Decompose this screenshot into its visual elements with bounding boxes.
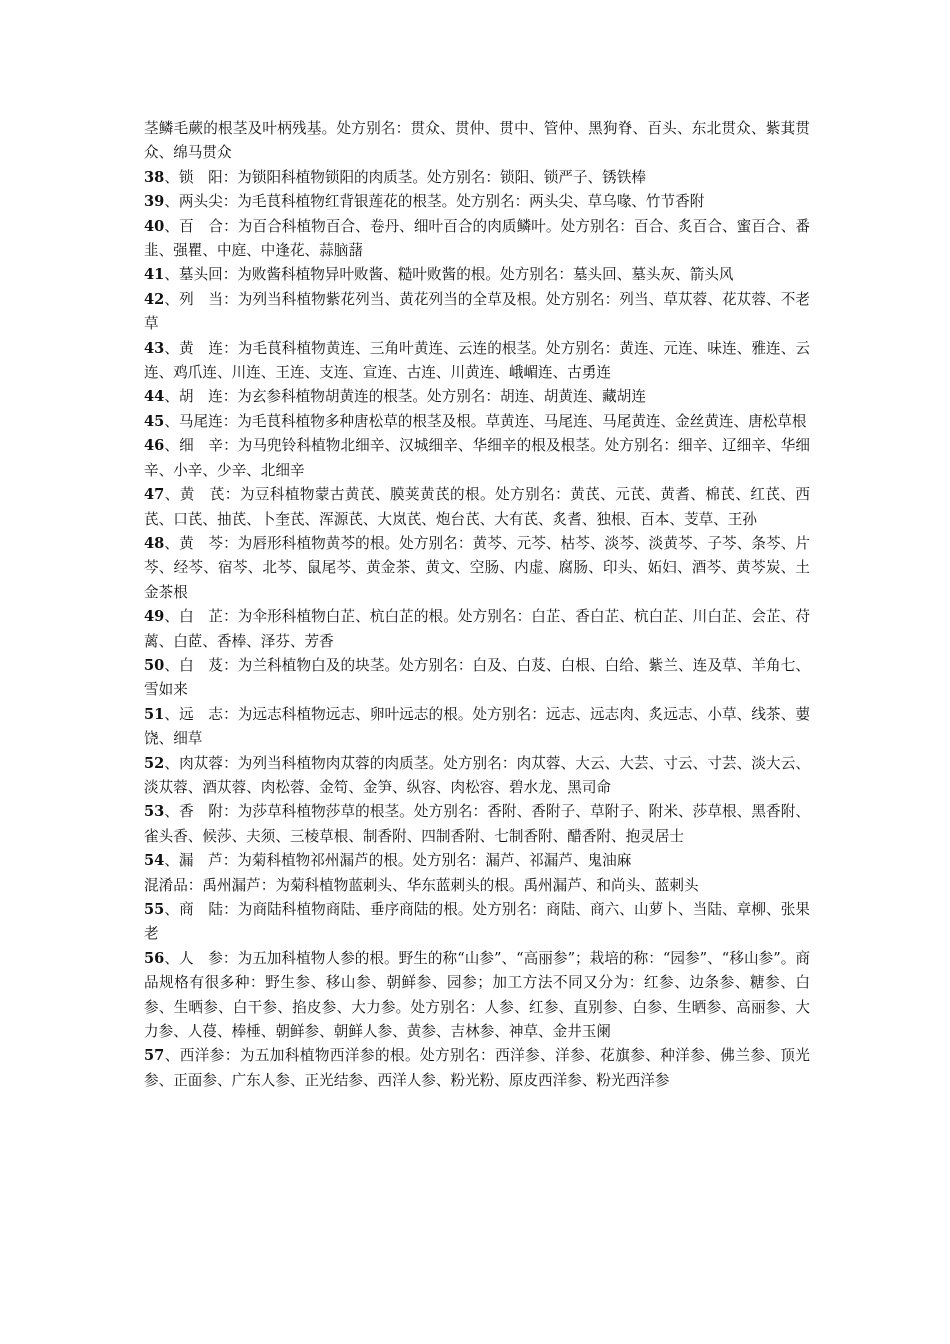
list-item bbox=[144, 263, 810, 287]
entry-name: 、胡 连： bbox=[164, 388, 238, 406]
list-item bbox=[144, 434, 810, 483]
entry-text: 为五加科植物人参的根。野生的称“山参”、“高丽参”；栽培的称：“园参”、“移山参”。商品规格有很多种：野生参、移山参、朝鲜参、园参；加工方法不同又分为：红参、边条参、糖参、白参、生晒参、白干参、掐皮参、大力参。处方别名：人参、红参、直别参、白参、生晒参、高丽参、大力参、人葠、棒棰、朝鲜参、朝鲜人参、黄参、吉林参、神草、金井玉阑 bbox=[144, 949, 810, 1041]
entry-number: 38 bbox=[144, 168, 165, 186]
entry-text: 为豆科植物蒙古黄芪、膜荚黄芪的根。处方别名：黄芪、元芪、黄耆、棉芪、红芪、西芪、口芪、抽芪、卜奎芪、浑源芪、大岚芪、炮台芪、大有芪、炙耆、独根、百本、芰草、王孙 bbox=[144, 486, 810, 528]
entry-name: 、远 志： bbox=[164, 705, 238, 723]
entry-number: 52 bbox=[144, 754, 165, 772]
entry-name: 、墓头回： bbox=[164, 266, 238, 284]
list-item bbox=[144, 849, 810, 873]
list-item bbox=[144, 1044, 810, 1093]
entry-number: 51 bbox=[144, 705, 165, 723]
document-page bbox=[144, 117, 810, 1093]
entry-name: 、肉苁蓉： bbox=[164, 754, 238, 772]
entry-text: 为百合科植物百合、卷丹、细叶百合的肉质鳞叶。处方别名：百合、炙百合、蜜百合、番韭、强瞿、中庭、中逢花、蒜脑藷 bbox=[144, 217, 810, 260]
list-item bbox=[144, 190, 810, 214]
list-item bbox=[144, 947, 810, 1045]
list-item bbox=[144, 800, 810, 849]
entry-text: 为败酱科植物异叶败酱、糙叶败酱的根。处方别名：墓头回、墓头灰、箭头风 bbox=[237, 266, 734, 284]
entry-name: 、黄 芪： bbox=[164, 486, 240, 504]
entry-number: 42 bbox=[144, 290, 165, 308]
entry-name: 、马尾连： bbox=[164, 412, 238, 430]
entry-name: 、两头尖： bbox=[164, 193, 238, 211]
list-item bbox=[144, 752, 810, 801]
list-item bbox=[144, 483, 810, 532]
entry-text: 为菊科植物祁州漏芦的根。处方别名：漏芦、祁漏芦、鬼油麻 bbox=[237, 852, 632, 870]
entry-number: 41 bbox=[144, 266, 165, 284]
list-item bbox=[144, 385, 810, 409]
entry-text: 茎鳞毛蕨的根茎及叶柄残基。处方别名：贯众、贯仲、贯中、管仲、黑狗脊、百头、东北贯众、紫萁贯众、绵马贯众 bbox=[144, 120, 810, 162]
entry-number: 45 bbox=[144, 412, 165, 430]
entry-text: 为莎草科植物莎草的根茎。处方别名：香附、香附子、草附子、附米、莎草根、黑香附、雀头香、候莎、夫须、三棱草根、制香附、四制香附、七制香附、醋香附、抱灵居士 bbox=[144, 803, 810, 845]
entry-name: 、锁 阳： bbox=[164, 168, 238, 186]
list-item bbox=[144, 410, 810, 434]
list-item bbox=[144, 605, 810, 654]
list-item bbox=[144, 215, 810, 264]
entry-text: 为商陆科植物商陆、垂序商陆的根。处方别名：商陆、商六、山萝卜、当陆、章柳、张果老 bbox=[144, 901, 810, 943]
entry-number: 48 bbox=[144, 534, 165, 552]
entry-number: 54 bbox=[144, 852, 165, 870]
list-item bbox=[144, 654, 810, 703]
list-item bbox=[144, 117, 810, 166]
entry-number: 55 bbox=[144, 901, 165, 918]
entry-name: 、白 芷： bbox=[164, 608, 238, 626]
entry-number: 40 bbox=[144, 217, 165, 235]
entry-text: 为唇形科植物黄芩的根。处方别名：黄芩、元芩、枯芩、淡芩、淡黄芩、子芩、条芩、片芩、经芩、宿芩、北芩、鼠尾芩、黄金茶、黄文、空肠、内虚、腐肠、印头、妬妇、酒芩、黄芩炭、土金茶根 bbox=[144, 534, 810, 601]
entry-name: 、黄 芩： bbox=[164, 534, 238, 552]
entry-text: 为伞形科植物白芷、杭白芷的根。处方别名：白芷、香白芷、杭白芷、川白芷、会芷、苻蓠、白茝、香棒、泽芬、芳香 bbox=[144, 608, 810, 650]
list-item bbox=[144, 703, 810, 752]
entry-name: 、人 参： bbox=[164, 949, 238, 967]
entry-text: 禹州漏芦：为菊科植物蓝刺头、华东蓝刺头的根。禹州漏芦、和尚头、蓝刺头 bbox=[202, 876, 699, 894]
entry-name: 、商 陆： bbox=[164, 901, 238, 918]
entry-name: 、细 辛： bbox=[164, 437, 238, 455]
entry-text: 为玄参科植物胡黄连的根茎。处方别名：胡连、胡黄连、藏胡连 bbox=[237, 388, 646, 406]
entry-number: 39 bbox=[144, 193, 165, 211]
entry-text: 为马兜铃科植物北细辛、汉城细辛、华细辛的根及根茎。处方别名：细辛、辽细辛、华细辛、小辛、少辛、北细辛 bbox=[144, 437, 810, 479]
entry-name: 、西洋参： bbox=[164, 1047, 240, 1065]
entry-text: 为五加科植物西洋参的根。处方别名：西洋参、洋参、花旗参、种洋参、佛兰参、顶光参、正面参、广东人参、正光结参、西洋人参、粉光粉、原皮西洋参、粉光西洋参 bbox=[144, 1047, 810, 1089]
entry-text: 为毛茛科植物黄连、三角叶黄连、云连的根茎。处方别名：黄连、元连、味连、雅连、云连、鸡爪连、川连、王连、支连、宣连、古连、川黄连、峨嵋连、古勇连 bbox=[144, 339, 810, 382]
entry-name: 、百 合： bbox=[164, 217, 238, 235]
entry-name: 、香 附： bbox=[164, 803, 238, 821]
list-item bbox=[144, 532, 810, 605]
entry-number: 44 bbox=[144, 388, 165, 406]
entry-name: 、黄 连： bbox=[164, 339, 238, 357]
entry-text: 为列当科植物肉苁蓉的肉质茎。处方别名：肉苁蓉、大云、大芸、寸云、寸芸、淡大云、淡苁蓉、酒苁蓉、肉松蓉、金笱、金笋、纵容、肉松容、碧水龙、黑司命 bbox=[144, 754, 810, 796]
list-item bbox=[144, 337, 810, 386]
entry-number: 56 bbox=[144, 949, 165, 967]
entry-text: 为锁阳科植物锁阳的肉质茎。处方别名：锁阳、锁严子、锈铁棒 bbox=[237, 168, 646, 186]
entry-text: 为列当科植物紫花列当、黄花列当的全草及根。处方别名：列当、草苁蓉、花苁蓉、不老草 bbox=[144, 290, 810, 333]
entry-number: 53 bbox=[144, 803, 165, 821]
entry-text: 为兰科植物白及的块茎。处方别名：白及、白芨、白根、白给、紫兰、连及草、羊角七、雪如来 bbox=[144, 656, 810, 699]
entry-number: 50 bbox=[144, 656, 165, 674]
entry-text: 为毛茛科植物红背银莲花的根茎。处方别名：两头尖、草乌喙、竹节香附 bbox=[237, 193, 705, 211]
entry-name: 、列 当： bbox=[164, 290, 238, 308]
list-item bbox=[144, 288, 810, 337]
list-item bbox=[144, 898, 810, 947]
list-item bbox=[144, 166, 810, 190]
list-item bbox=[144, 874, 810, 898]
entry-number: 49 bbox=[144, 608, 165, 626]
entry-text: 为毛茛科植物多种唐松草的根茎及根。草黄连、马尾连、马尾黄连、金丝黄连、唐松草根 bbox=[237, 412, 807, 430]
entry-number: 46 bbox=[144, 437, 165, 455]
entry-number: 57 bbox=[144, 1047, 165, 1065]
entry-name: 、漏 芦： bbox=[164, 852, 238, 870]
entry-name: 、白 芨： bbox=[164, 656, 238, 674]
entry-name: 混淆品： bbox=[144, 876, 203, 894]
entry-number: 43 bbox=[144, 339, 165, 357]
entry-number: 47 bbox=[144, 486, 165, 504]
entry-text: 为远志科植物远志、卵叶远志的根。处方别名：远志、远志肉、炙远志、小草、线茶、葽饶、细草 bbox=[144, 705, 810, 748]
